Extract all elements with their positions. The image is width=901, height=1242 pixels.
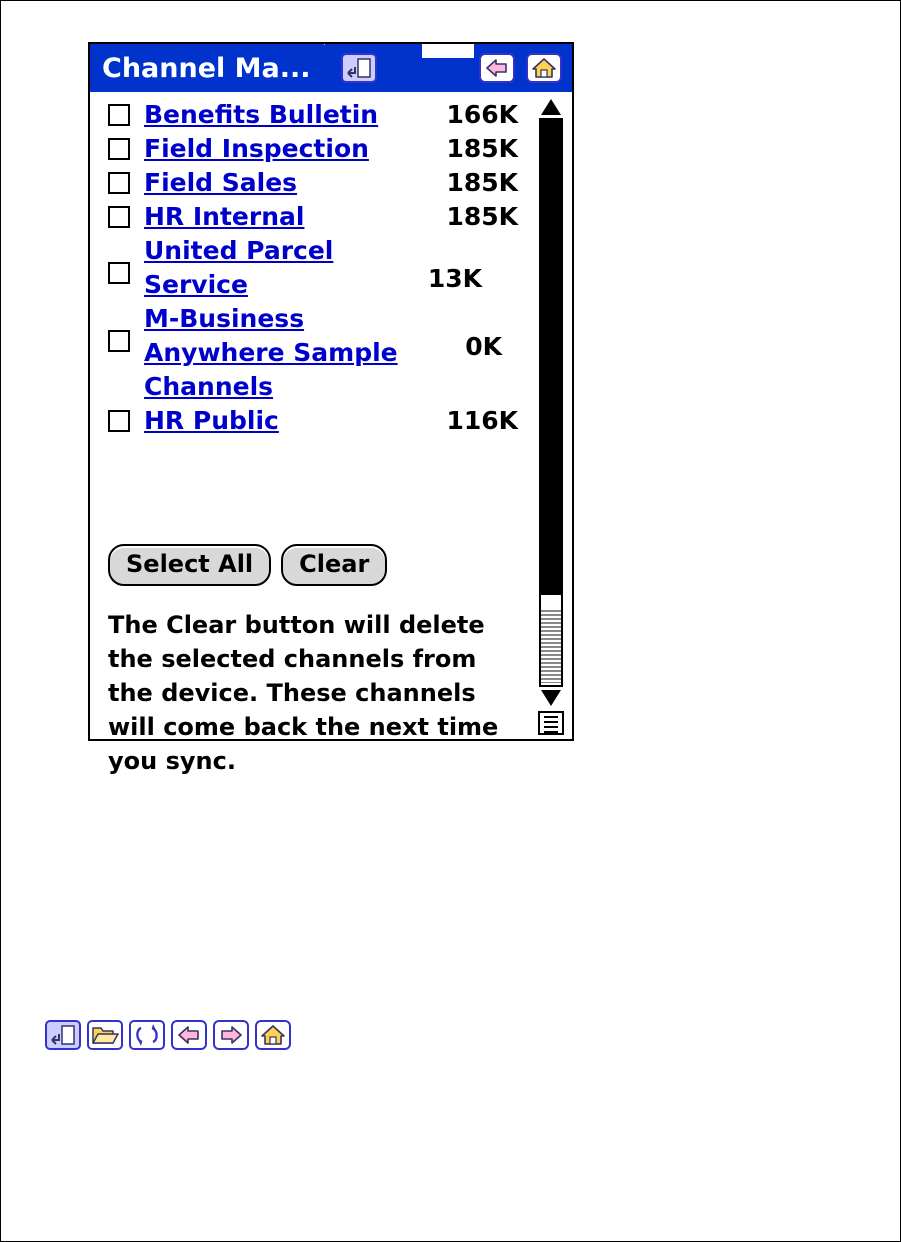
channel-list	[90, 98, 518, 438]
list-item[interactable]	[108, 404, 518, 438]
icon-legend-strip	[44, 1018, 292, 1052]
channel-name-link[interactable]: Benefits Bulletin	[144, 100, 379, 129]
list-item[interactable]	[108, 132, 518, 166]
home-icon[interactable]	[525, 51, 563, 85]
scroll-up-arrow-icon[interactable]	[536, 96, 566, 118]
list-item[interactable]	[108, 98, 518, 132]
minimize-window-icon	[44, 1018, 82, 1052]
help-text: The Clear button will delete the selected channels from the device. These channels will come back the next time you sync.	[108, 611, 499, 775]
channel-size: 13K	[427, 264, 482, 293]
scrollbar-texture	[541, 610, 561, 683]
channel-checkbox[interactable]	[108, 262, 130, 284]
app-body	[90, 92, 572, 775]
action-buttons	[108, 544, 387, 586]
channel-checkbox[interactable]	[108, 104, 130, 126]
channel-size: 0K	[465, 332, 502, 361]
channel-checkbox[interactable]	[108, 172, 130, 194]
select-all-button[interactable]: Select All	[108, 544, 271, 586]
menu-icon[interactable]	[538, 711, 564, 735]
channel-name-link[interactable]: Field Inspection	[144, 134, 369, 163]
forward-arrow-icon	[212, 1018, 250, 1052]
scrollbar-track[interactable]	[539, 118, 563, 687]
back-arrow-icon[interactable]	[478, 51, 516, 85]
channel-size: 185K	[446, 134, 518, 163]
titlebar-toolbar	[325, 44, 572, 92]
channel-size: 185K	[446, 202, 518, 231]
channel-name-link[interactable]: M-Business Anywhere Sample Channels	[144, 304, 398, 401]
list-item[interactable]	[108, 166, 518, 200]
list-item[interactable]	[108, 302, 518, 404]
channel-checkbox[interactable]	[108, 330, 130, 352]
channel-name-link[interactable]: HR Public	[144, 406, 279, 435]
list-item[interactable]	[108, 200, 518, 234]
back-arrow-icon	[170, 1018, 208, 1052]
channel-name-link[interactable]: HR Internal	[144, 202, 305, 231]
minimize-window-icon[interactable]	[340, 51, 378, 85]
open-folder-icon	[86, 1018, 124, 1052]
clear-button[interactable]: Clear	[281, 544, 387, 586]
channel-size: 166K	[446, 100, 518, 129]
channel-size: 185K	[446, 168, 518, 197]
channel-checkbox[interactable]	[108, 410, 130, 432]
refresh-sync-icon	[128, 1018, 166, 1052]
channel-name-link[interactable]: Field Sales	[144, 168, 298, 197]
channel-checkbox[interactable]	[108, 206, 130, 228]
channel-size: 116K	[446, 406, 518, 435]
window-titlebar	[90, 44, 572, 92]
channel-checkbox[interactable]	[108, 138, 130, 160]
titlebar-notch	[422, 44, 474, 58]
vertical-scrollbar[interactable]	[536, 96, 566, 735]
scrollbar-thumb[interactable]	[541, 120, 561, 595]
palm-device-window	[88, 42, 574, 775]
scroll-down-arrow-icon[interactable]	[536, 687, 566, 709]
list-item[interactable]	[108, 234, 518, 302]
home-icon	[254, 1018, 292, 1052]
channel-name-link[interactable]: United Parcel Service	[144, 236, 334, 299]
page-title: Channel Ma...	[90, 44, 325, 92]
